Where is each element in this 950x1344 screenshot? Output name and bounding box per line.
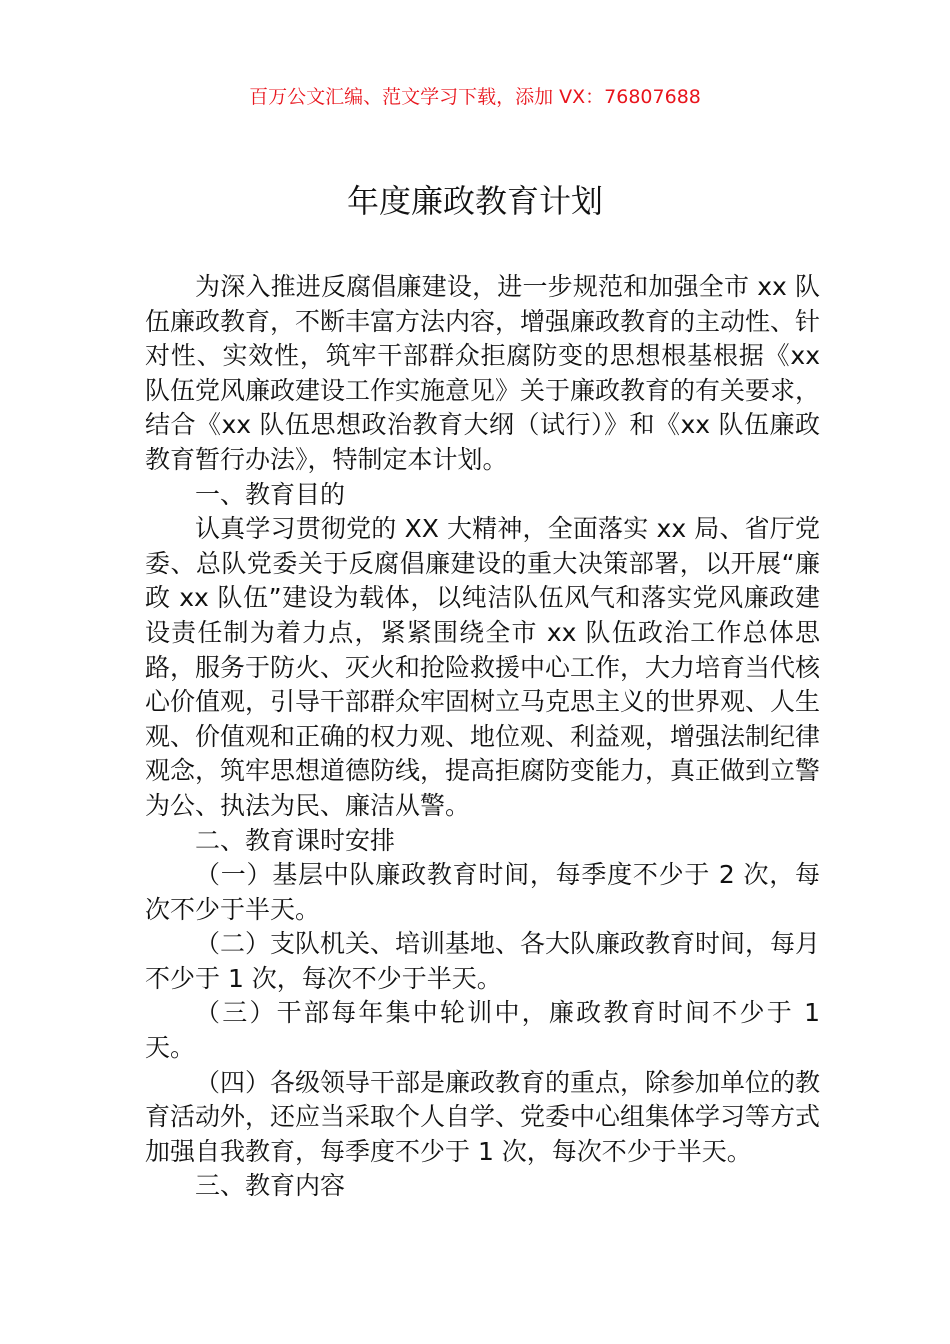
document-title: 年度廉政教育计划	[346, 182, 603, 220]
schedule-item-3: （三）干部每年集中轮训中，廉政教育时间不少于 1 天。	[145, 998, 820, 1063]
schedule-item-2: （二）支队机关、培训基地、各大队廉政教育时间，每月不少于 1 次，每次不少于半天。	[145, 929, 821, 993]
schedule-item-4: （四）各级领导干部是廉政教育的重点，除参加单位的教育活动外，还应当采取个人自学、党委中心组集体学习等方式加强自我教育，每季度不少于 1 次，每次不少于半天。	[145, 1067, 821, 1166]
purpose-paragraph: 认真学习贯彻党的 XX 大精神，全面落实 xx 局、省厅党委、总队党委关于反腐倡廉建设的重大决策部署，以开展“廉政 xx 队伍”建设为载体，以纯洁队伍风气和落实党风廉政建设责任制为着力点，紧紧围绕全市 xx 队伍政治工作总体思路，服务于防火、灭火和抢险救援中心工作，大力培育当代核心价值观，引导干部群众牢固树立马克思主义的世界观、人生观、价值观和正确的权力观、地位观、利益观，增强法制纪律观念，筑牢思想道德防线，提高拒腐防变能力，真正做到立警为公、执法为民、廉洁从警。	[145, 514, 821, 820]
schedule-item-1: （一）基层中队廉政教育时间，每季度不少于 2 次，每次不少于半天。	[145, 860, 820, 924]
watermark-text: 百万公文汇编、范文学习下载，添加 VX：76807688	[249, 86, 701, 108]
section-heading-content: 三、教育内容	[195, 1171, 346, 1201]
section-heading-schedule: 二、教育课时安排	[195, 825, 396, 855]
section-heading-purpose: 一、教育目的	[195, 479, 346, 509]
document-body	[145, 270, 820, 1204]
intro-paragraph: 为深入推进反腐倡廉建设，进一步规范和加强全市 xx 队伍廉政教育，不断丰富方法内容，增强廉政教育的主动性、针对性、实效性，筑牢干部群众拒腐防变的思想根基根据《xx 队伍党风廉政建设工作实施意见》关于廉政教育的有关要求，结合《xx 队伍思想政治教育大纲（试行）》和《xx 队伍廉政教育暂行办法》，特制定本计划。	[145, 272, 821, 474]
